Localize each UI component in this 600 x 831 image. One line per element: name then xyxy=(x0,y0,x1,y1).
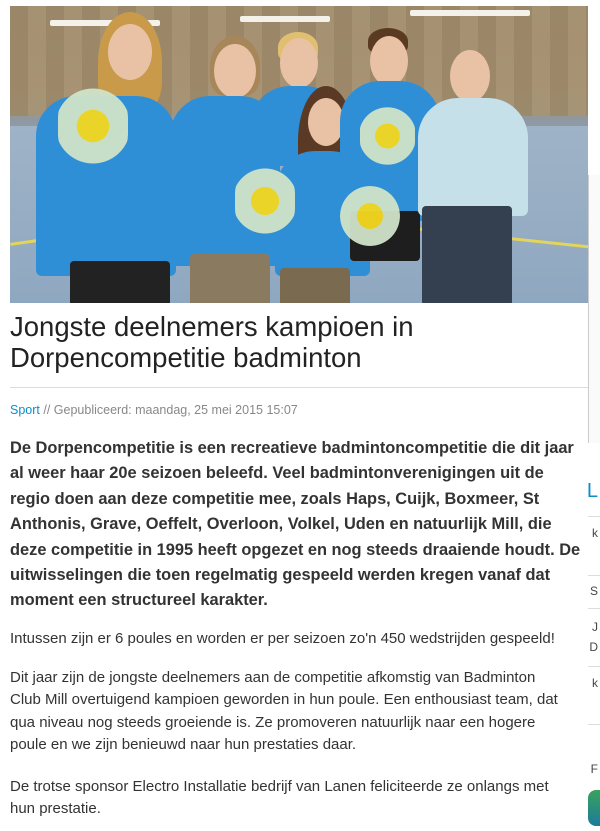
person-shorts xyxy=(190,254,270,303)
bouquet xyxy=(360,106,415,166)
person-head xyxy=(108,24,152,80)
sidebar-letter[interactable]: F xyxy=(590,762,598,776)
bouquet xyxy=(58,86,128,166)
paragraph-line: poule en we zijn benieuwd naar hun prestaties daar. xyxy=(10,736,357,754)
person-head xyxy=(450,50,490,102)
sidebar-letter[interactable]: k xyxy=(592,676,598,690)
article-title-line: Jongste deelnemers kampioen in xyxy=(10,311,414,342)
sidebar-edge xyxy=(588,175,600,443)
intro-line: al weer haar 20e seizoen beleefd. Veel badmintonverenigingen uit de xyxy=(10,464,544,483)
article-paragraph xyxy=(10,667,600,757)
bouquet xyxy=(340,186,400,246)
bouquet xyxy=(235,166,295,236)
intro-line: De Dorpencompetitie is een recreatieve badmintoncompetitie die dit jaar xyxy=(10,439,574,457)
meta-separator: // xyxy=(39,403,54,417)
paragraph-line: Club Mill overtuigend kampioen geworden in hun poule. Een enthousiast team, dat xyxy=(10,691,558,709)
sidebar-letter: L xyxy=(586,480,598,502)
article-paragraph xyxy=(10,628,600,650)
person-head xyxy=(370,36,408,86)
person-trousers xyxy=(422,206,512,303)
intro-line: moment een structureel karakter. xyxy=(10,591,268,610)
paragraph-line: qua niveau nog steeds groeiende is. Ze promoveren natuurlijk naar een hogere xyxy=(10,713,536,731)
article-meta xyxy=(10,403,298,417)
photo-ceiling-light xyxy=(410,10,530,16)
person-head xyxy=(280,38,318,88)
sidebar-letter[interactable]: S xyxy=(589,584,598,598)
article-title xyxy=(10,311,585,373)
published-label: Gepubliceerd: xyxy=(53,403,136,417)
person-shirt xyxy=(418,98,528,216)
published-date: maandag, 25 mei 2015 15:07 xyxy=(135,403,298,417)
person-shorts xyxy=(280,268,350,303)
category-link[interactable]: Sport xyxy=(10,403,40,417)
sidebar-letter[interactable]: D xyxy=(589,640,598,654)
intro-line: regio doen aan deze competitie mee, zoals Haps, Cuijk, Boxmeer, St xyxy=(10,489,540,508)
article-photo xyxy=(10,6,588,303)
intro-line: uitwisselingen die toen regelmatig gespeeld werden kregen vanaf dat xyxy=(10,566,551,585)
person-shorts xyxy=(70,261,170,303)
paragraph-line: hun prestatie. xyxy=(10,800,101,818)
paragraph-line: Intussen zijn er 6 poules en worden er per seizoen zo'n 450 wedstrijden gespeeld! xyxy=(10,630,555,647)
sidebar-letter[interactable]: J xyxy=(592,620,598,634)
title-divider xyxy=(10,387,588,388)
article-paragraph xyxy=(10,776,600,821)
intro-line: deze competitie in 1995 heeft opgezet en nog steeds draaiende houdt. De xyxy=(10,540,581,559)
paragraph-line: Dit jaar zijn de jongste deelnemers aan de competitie afkomstig van Badminton xyxy=(10,669,536,686)
article-intro xyxy=(10,436,600,614)
intro-line: Anthonis, Grave, Oeffelt, Overloon, Volkel, Uden en natuurlijk Mill, die xyxy=(10,515,552,534)
photo-ceiling-light xyxy=(240,16,330,22)
sidebar-letter[interactable]: k xyxy=(592,526,598,540)
article-title-line: Dorpencompetitie badminton xyxy=(10,342,362,373)
person-head xyxy=(214,44,256,98)
paragraph-line: De trotse sponsor Electro Installatie bedrijf van Lanen feliciteerde ze onlangs met xyxy=(10,778,549,795)
person-head xyxy=(308,98,344,146)
